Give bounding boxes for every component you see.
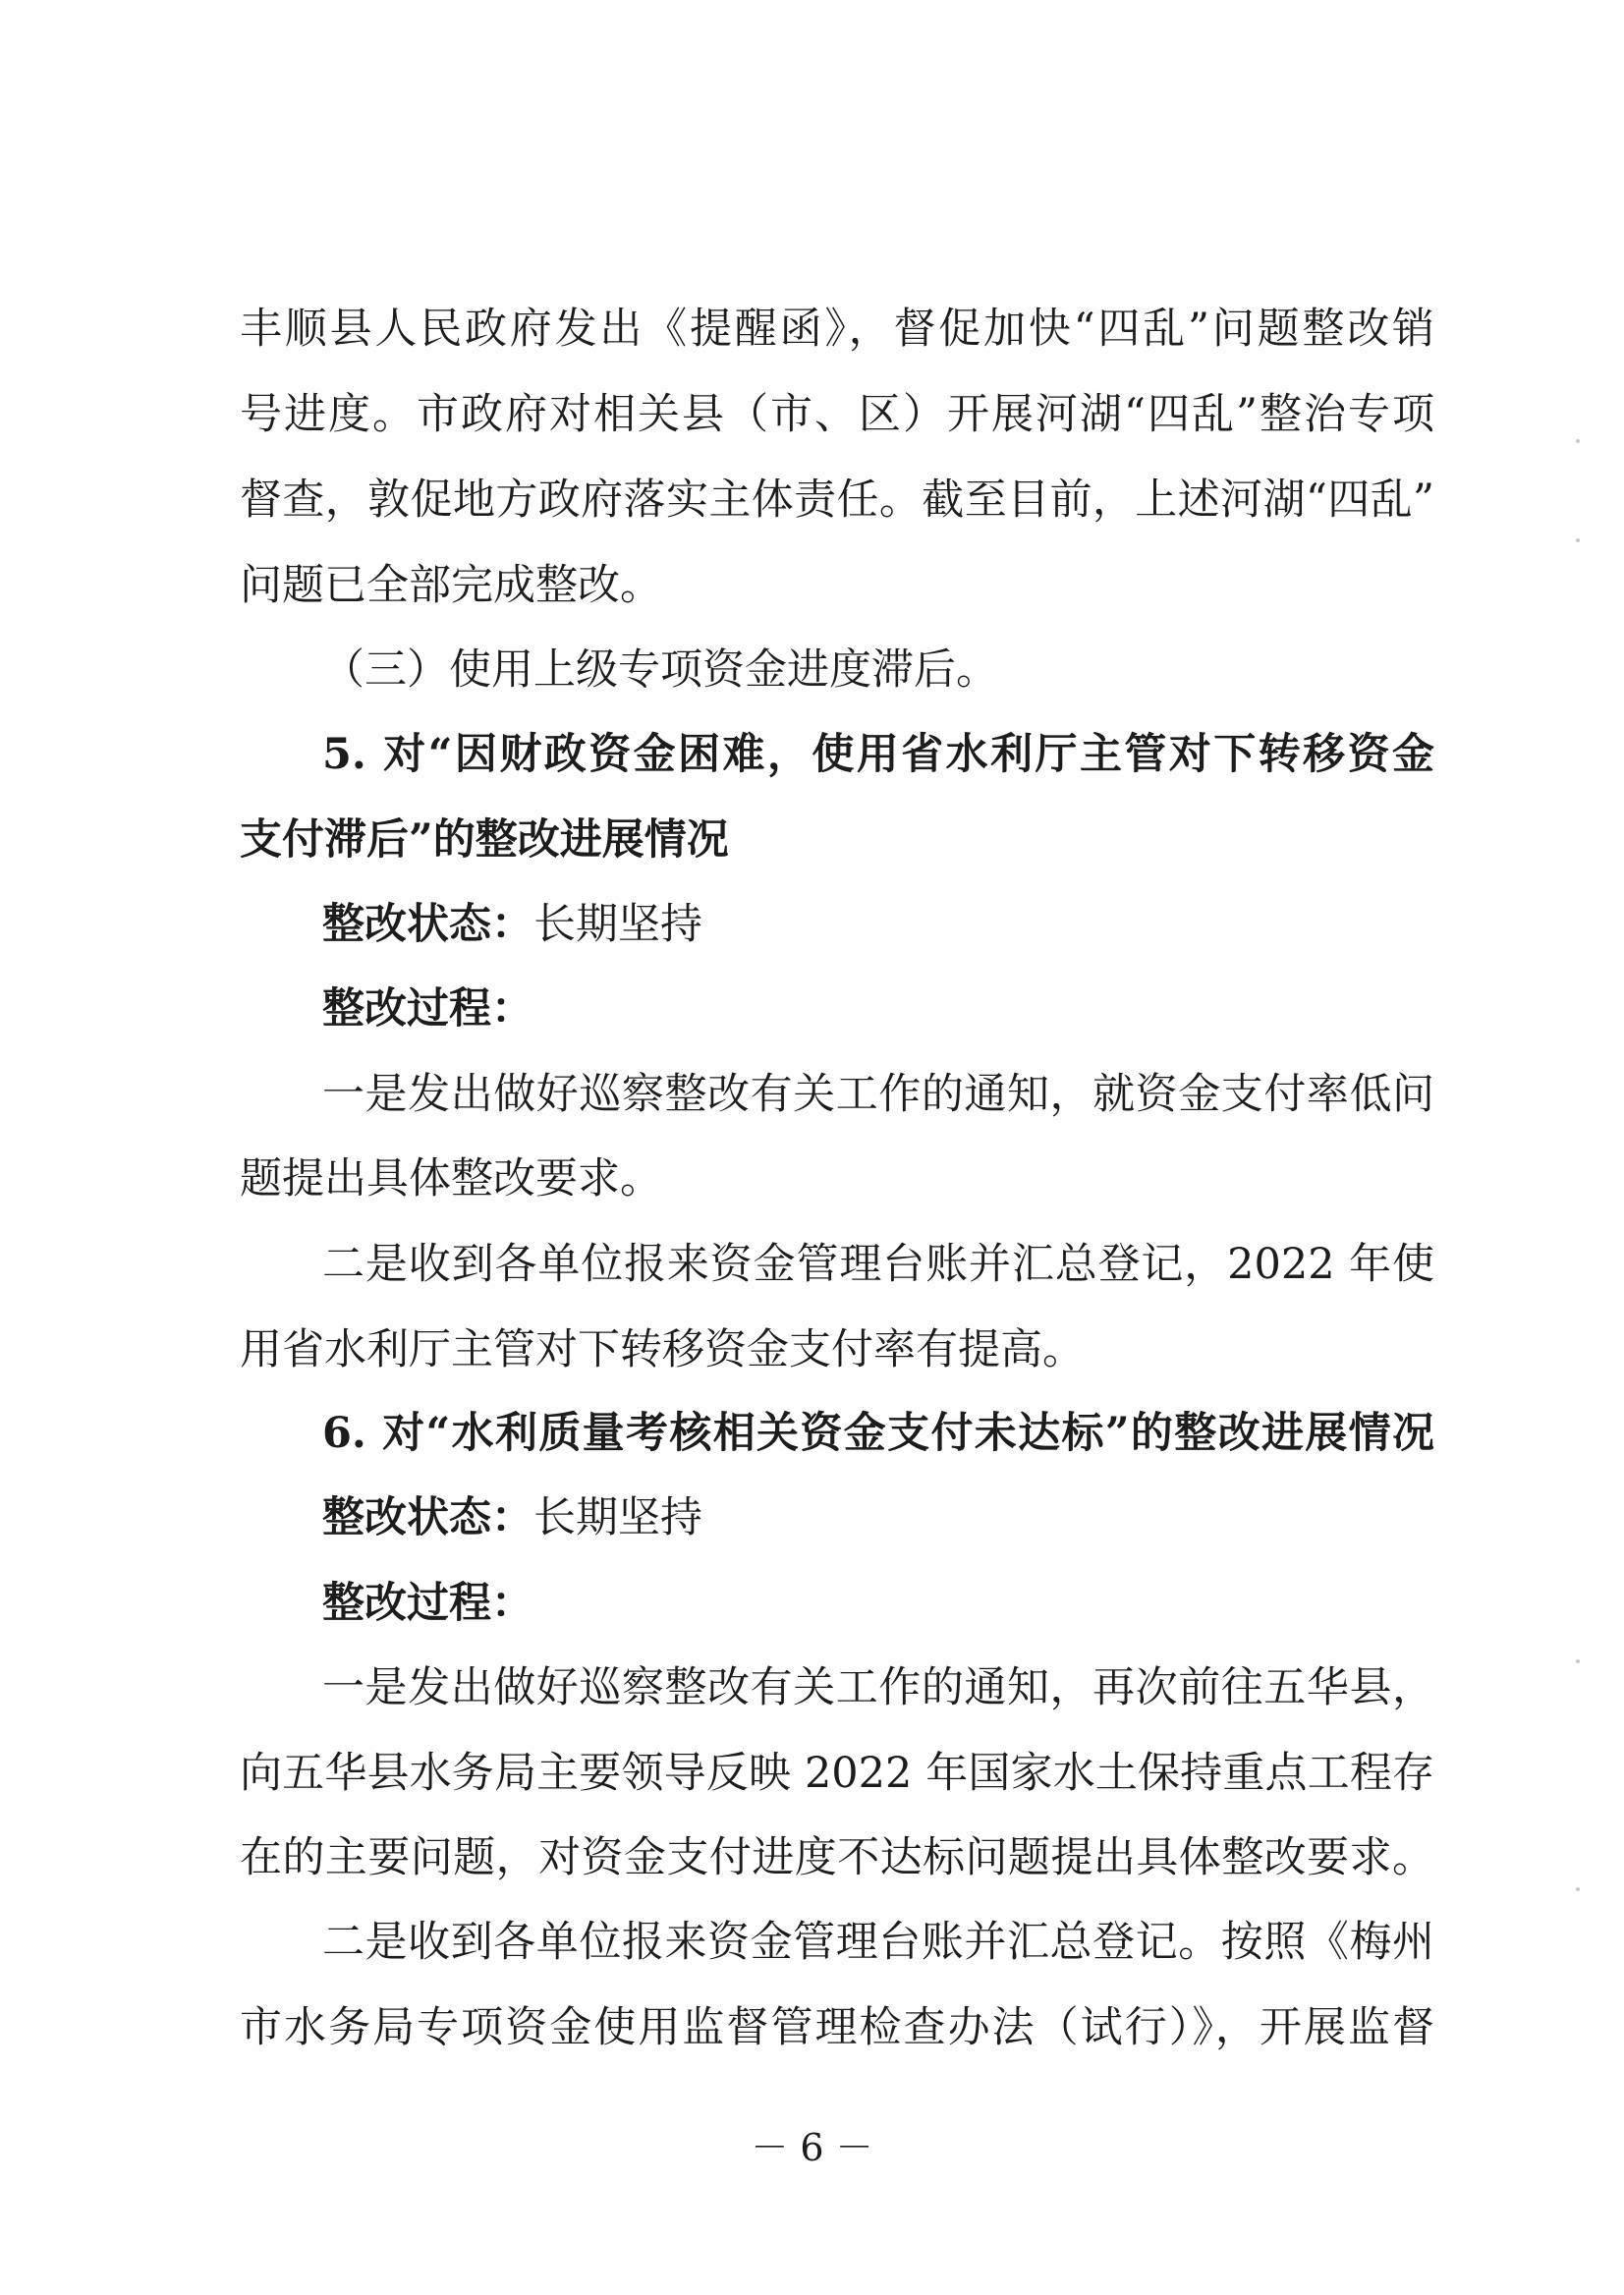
paragraph-line: 丰顺县人民政府发出《提醒函》，督促加快“四乱”问题整改销 xyxy=(240,305,1434,354)
paragraph-line: 市水务局专项资金使用监督管理检查办法（试行）》，开展监督 xyxy=(240,2003,1434,2052)
scan-speck xyxy=(1576,1659,1580,1663)
paragraph-line: 题提出具体整改要求。 xyxy=(240,1154,662,1203)
section-heading: （三）使用上级专项资金进度滞后。 xyxy=(322,645,998,695)
process-line xyxy=(322,1575,1434,1632)
paragraph-line: 号进度。市政府对相关县（市、区）开展河湖“四乱”整治专项 xyxy=(240,390,1434,439)
item-heading-6: 6. 对“水利质量考核相关资金支付未达标”的整改进展情况 xyxy=(322,1409,1434,1458)
status-label: 整改状态： xyxy=(322,1493,533,1542)
paragraph-line: 一是发出做好巡察整改有关工作的通知，就资金支付率低问 xyxy=(322,1070,1434,1119)
item-heading-5-cont: 支付滞后”的整改进展情况 xyxy=(240,815,729,865)
process-label: 整改过程： xyxy=(322,1579,533,1628)
status-value: 长期坚持 xyxy=(533,1493,702,1542)
item-heading-5: 5. 对“因财政资金困难，使用省水利厅主管对下转移资金 xyxy=(322,730,1434,779)
status-label: 整改状态： xyxy=(322,900,533,949)
process-line xyxy=(322,980,1434,1037)
status-value: 长期坚持 xyxy=(533,900,702,949)
paragraph-line: 二是收到各单位报来资金管理台账并汇总登记。按照《梅州 xyxy=(322,1918,1434,1967)
status-line xyxy=(322,1489,1434,1546)
paragraph-line: 向五华县水务局主要领导反映 2022 年国家水土保持重点工程存 xyxy=(240,1749,1434,1798)
paragraph-line: 二是收到各单位报来资金管理台账并汇总登记，2022 年使 xyxy=(322,1240,1434,1289)
paragraph-line: 督查，敦促地方政府落实主体责任。截至目前，上述河湖“四乱” xyxy=(240,476,1434,525)
status-line xyxy=(322,896,1434,953)
scan-speck xyxy=(1576,538,1580,542)
scan-speck xyxy=(1576,1887,1580,1891)
paragraph-line: 问题已全部完成整改。 xyxy=(240,561,662,610)
paragraph-line: 在的主要问题，对资金支付进度不达标问题提出具体整改要求。 xyxy=(240,1833,1434,1882)
page-number: － 6 － xyxy=(751,2126,873,2169)
process-label: 整改过程： xyxy=(322,984,533,1034)
paragraph-line: 用省水利厅主管对下转移资金支付率有提高。 xyxy=(240,1325,1085,1374)
scan-speck xyxy=(1576,439,1580,443)
paragraph-line: 一是发出做好巡察整改有关工作的通知，再次前往五华县， xyxy=(322,1663,1434,1712)
